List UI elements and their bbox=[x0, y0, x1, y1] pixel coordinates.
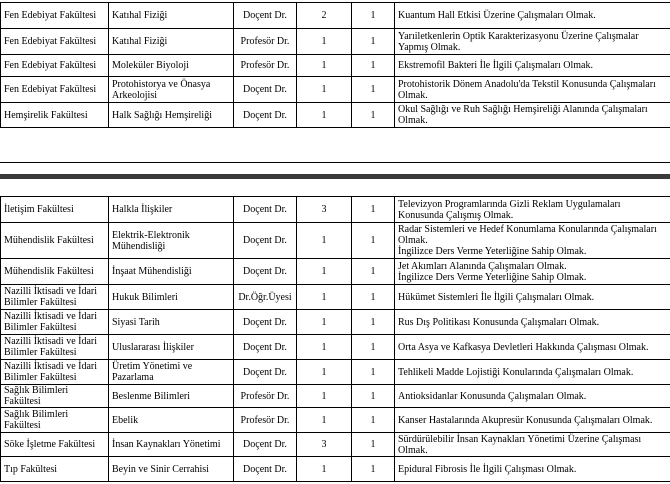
table-row bbox=[1, 360, 670, 385]
faculty-cell: Sağlık Bilimleri Fakültesi bbox=[1, 385, 109, 408]
faculty-cell: Sağlık Bilimleri Fakültesi bbox=[1, 408, 109, 433]
requirement-cell: Epidural Fibrosis İle İlgili Çalışması Olmak. bbox=[395, 457, 670, 482]
department-cell: Elektrik-Elektronik Mühendisliği bbox=[109, 223, 234, 259]
requirement-cell: Hükümet Sistemleri İle İlgili Çalışmaları Olmak. bbox=[395, 285, 670, 310]
faculty-cell: Fen Edebiyat Fakültesi bbox=[1, 55, 109, 77]
header-gap bbox=[0, 179, 670, 196]
title-cell: Doçent Dr. bbox=[234, 197, 297, 223]
faculty-cell: Mühendislik Fakültesi bbox=[1, 259, 109, 285]
requirement-cell: Orta Asya ve Kafkasya Devletleri Hakkında Çalışması Olmak. bbox=[395, 335, 670, 360]
quota-cell: 1 bbox=[352, 223, 395, 259]
department-cell: Halk Sağlığı Hemşireliği bbox=[109, 103, 234, 128]
requirement-cell: Sürdürülebilir İnsan Kaynakları Yönetimi Üzerine Çalışması Olmak. bbox=[395, 433, 670, 457]
quota-cell: 1 bbox=[352, 310, 395, 335]
title-cell: Doçent Dr. bbox=[234, 310, 297, 335]
title-cell: Doçent Dr. bbox=[234, 3, 297, 29]
title-cell: Profesör Dr. bbox=[234, 55, 297, 77]
department-cell: Uluslararası İlişkiler bbox=[109, 335, 234, 360]
count-cell: 1 bbox=[297, 77, 352, 103]
quota-cell: 1 bbox=[352, 197, 395, 223]
count-cell: 2 bbox=[297, 3, 352, 29]
title-cell: Doçent Dr. bbox=[234, 457, 297, 482]
count-cell: 1 bbox=[297, 385, 352, 408]
table-row bbox=[1, 408, 670, 433]
quota-cell: 1 bbox=[352, 29, 395, 55]
faculty-cell: Söke İşletme Fakültesi bbox=[1, 433, 109, 457]
title-cell: Doçent Dr. bbox=[234, 259, 297, 285]
title-cell: Dr.Öğr.Üyesi bbox=[234, 285, 297, 310]
department-cell: Ebelik bbox=[109, 408, 234, 433]
table-row bbox=[1, 3, 670, 29]
count-cell: 1 bbox=[297, 285, 352, 310]
quota-cell: 1 bbox=[352, 55, 395, 77]
quota-cell: 1 bbox=[352, 285, 395, 310]
quota-cell: 1 bbox=[352, 433, 395, 457]
quota-cell: 1 bbox=[352, 385, 395, 408]
requirement-cell: Antioksidanlar Konusunda Çalışmaları Olmak. bbox=[395, 385, 670, 408]
department-cell: Hukuk Bilimleri bbox=[109, 285, 234, 310]
requirement-cell: Ekstremofil Bakteri İle İlgili Çalışmaları Olmak. bbox=[395, 55, 670, 77]
title-cell: Doçent Dr. bbox=[234, 103, 297, 128]
count-cell: 1 bbox=[297, 457, 352, 482]
department-cell: Protohistorya ve Önasya Arkeolojisi bbox=[109, 77, 234, 103]
table-row bbox=[1, 103, 670, 128]
faculty-cell: Hemşirelik Fakültesi bbox=[1, 103, 109, 128]
title-cell: Profesör Dr. bbox=[234, 29, 297, 55]
count-cell: 1 bbox=[297, 103, 352, 128]
department-cell: Katıhal Fiziği bbox=[109, 3, 234, 29]
quota-cell: 1 bbox=[352, 103, 395, 128]
quota-cell: 1 bbox=[352, 259, 395, 285]
table-row bbox=[1, 433, 670, 457]
position-table-top bbox=[0, 2, 670, 128]
requirement-cell: Jet Akımları Alanında Çalışmaları Olmak. İngilizce Ders Verme Yeterliğine Sahip Olmak. bbox=[395, 259, 670, 285]
requirement-cell: Radar Sistemleri ve Hedef Konumlama Konularında Çalışmaları Olmak. İngilizce Ders Verme Yeterliğine Sahip Olmak. bbox=[395, 223, 670, 259]
quota-cell: 1 bbox=[352, 335, 395, 360]
count-cell: 1 bbox=[297, 55, 352, 77]
table-row bbox=[1, 335, 670, 360]
requirement-cell: Protohistorik Dönem Anadolu'da Tekstil Konusunda Çalışmaları Olmak. bbox=[395, 77, 670, 103]
quota-cell: 1 bbox=[352, 3, 395, 29]
page-divider-line bbox=[0, 162, 670, 163]
faculty-cell: Nazilli İktisadi ve İdari Bilimler Fakültesi bbox=[1, 335, 109, 360]
count-cell: 1 bbox=[297, 360, 352, 385]
table-row bbox=[1, 197, 670, 223]
table-body-bottom bbox=[1, 197, 670, 482]
faculty-cell: Tıp Fakültesi bbox=[1, 457, 109, 482]
count-cell: 3 bbox=[297, 197, 352, 223]
requirement-cell: Kuantum Hall Etkisi Üzerine Çalışmaları Olmak. bbox=[395, 3, 670, 29]
requirement-cell: Kanser Hastalarında Akupresür Konusunda Çalışmaları Olmak. bbox=[395, 408, 670, 433]
faculty-cell: Fen Edebiyat Fakültesi bbox=[1, 3, 109, 29]
table-row bbox=[1, 259, 670, 285]
faculty-cell: Mühendislik Fakültesi bbox=[1, 223, 109, 259]
table-body-top bbox=[1, 3, 670, 128]
count-cell: 1 bbox=[297, 408, 352, 433]
faculty-cell: Fen Edebiyat Fakültesi bbox=[1, 77, 109, 103]
faculty-cell: Nazilli İktisadi ve İdari Bilimler Fakültesi bbox=[1, 285, 109, 310]
faculty-cell: Nazilli İktisadi ve İdari Bilimler Fakültesi bbox=[1, 360, 109, 385]
title-cell: Profesör Dr. bbox=[234, 408, 297, 433]
count-cell: 1 bbox=[297, 29, 352, 55]
quota-cell: 1 bbox=[352, 408, 395, 433]
table-row bbox=[1, 223, 670, 259]
faculty-cell: Nazilli İktisadi ve İdari Bilimler Fakültesi bbox=[1, 310, 109, 335]
requirement-cell: Yarıiletkenlerin Optik Karakterizasyonu Üzerine Çalışmalar Yapmış Olmak. bbox=[395, 29, 670, 55]
count-cell: 1 bbox=[297, 259, 352, 285]
title-cell: Doçent Dr. bbox=[234, 433, 297, 457]
count-cell: 3 bbox=[297, 433, 352, 457]
count-cell: 1 bbox=[297, 223, 352, 259]
table-row bbox=[1, 457, 670, 482]
department-cell: Üretim Yönetimi ve Pazarlama bbox=[109, 360, 234, 385]
requirement-cell: Televizyon Programlarında Gizli Reklam Uygulamaları Konusunda Çalışmış Olmak. bbox=[395, 197, 670, 223]
title-cell: Doçent Dr. bbox=[234, 360, 297, 385]
quota-cell: 1 bbox=[352, 457, 395, 482]
requirement-cell: Tehlikeli Madde Lojistiği Konularında Çalışmaları Olmak. bbox=[395, 360, 670, 385]
faculty-cell: Fen Edebiyat Fakültesi bbox=[1, 29, 109, 55]
table-row bbox=[1, 29, 670, 55]
requirement-cell: Rus Dış Politikası Konusunda Çalışmaları Olmak. bbox=[395, 310, 670, 335]
table-row bbox=[1, 55, 670, 77]
title-cell: Doçent Dr. bbox=[234, 335, 297, 360]
count-cell: 1 bbox=[297, 335, 352, 360]
faculty-cell: İletişim Fakültesi bbox=[1, 197, 109, 223]
department-cell: Beyin ve Sinir Cerrahisi bbox=[109, 457, 234, 482]
quota-cell: 1 bbox=[352, 77, 395, 103]
department-cell: Halkla İlişkiler bbox=[109, 197, 234, 223]
title-cell: Doçent Dr. bbox=[234, 77, 297, 103]
department-cell: Beslenme Bilimleri bbox=[109, 385, 234, 408]
department-cell: İnşaat Mühendisliği bbox=[109, 259, 234, 285]
department-cell: İnsan Kaynakları Yönetimi bbox=[109, 433, 234, 457]
table-row bbox=[1, 77, 670, 103]
table-row bbox=[1, 285, 670, 310]
department-cell: Moleküler Biyoloji bbox=[109, 55, 234, 77]
quota-cell: 1 bbox=[352, 360, 395, 385]
position-table-bottom bbox=[0, 196, 670, 482]
requirement-cell: Okul Sağlığı ve Ruh Sağlığı Hemşireliği Alanında Çalışmaları Olmak. bbox=[395, 103, 670, 128]
department-cell: Siyasi Tarih bbox=[109, 310, 234, 335]
title-cell: Profesör Dr. bbox=[234, 385, 297, 408]
table-row bbox=[1, 385, 670, 408]
table-row bbox=[1, 310, 670, 335]
count-cell: 1 bbox=[297, 310, 352, 335]
department-cell: Katıhal Fiziği bbox=[109, 29, 234, 55]
title-cell: Doçent Dr. bbox=[234, 223, 297, 259]
